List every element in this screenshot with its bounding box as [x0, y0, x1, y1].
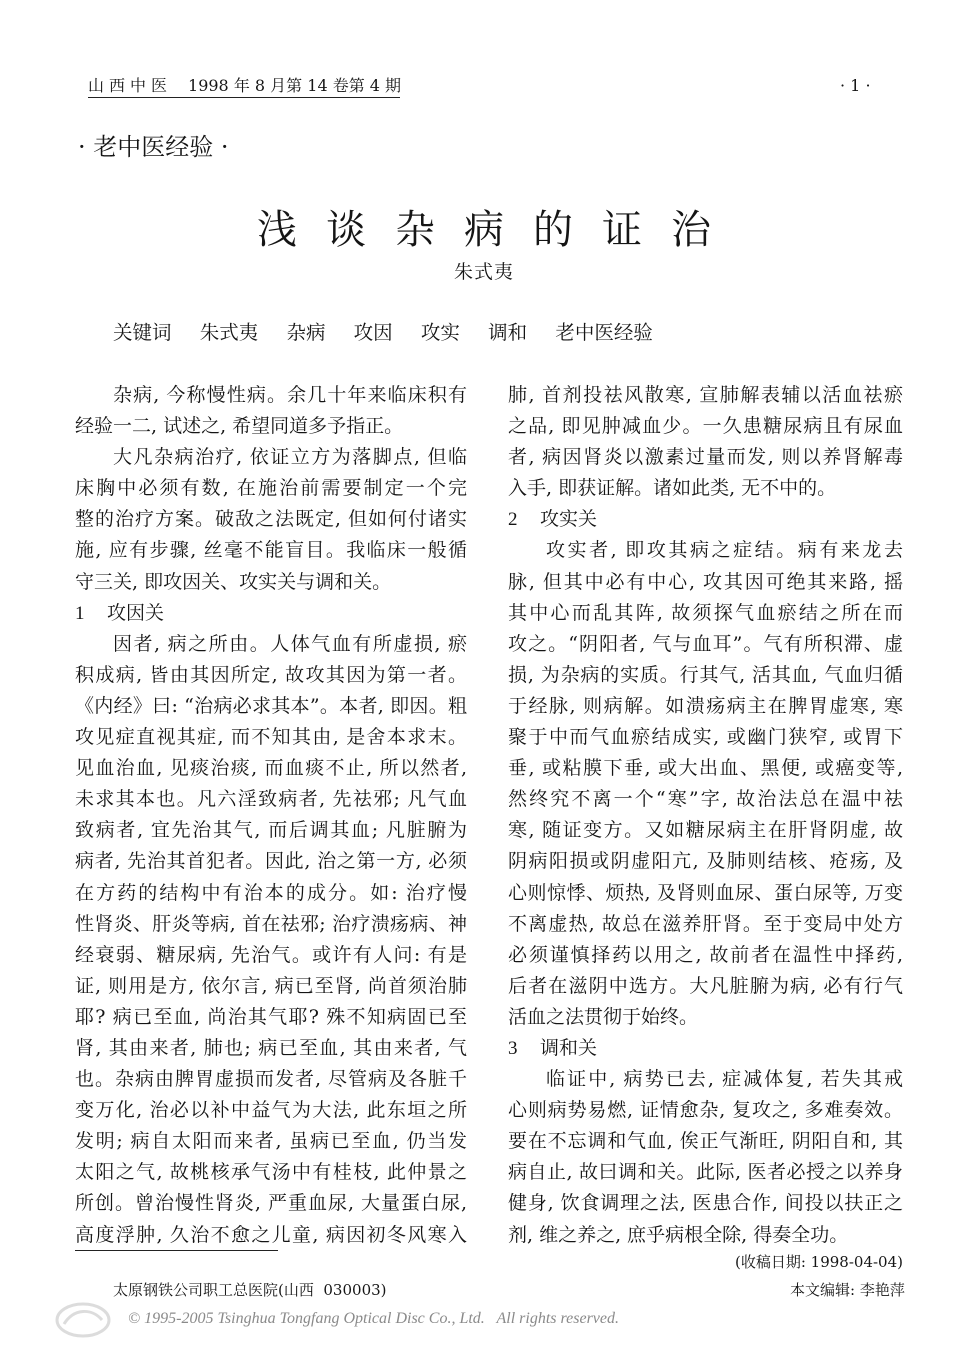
paragraph: [75, 442, 467, 597]
text-line: 者, 病因肾炎以激素过量而发, 则以养肾解毒: [508, 446, 903, 469]
section-label: · 老中医经验 ·: [78, 133, 229, 161]
text-line: 剂, 维之养之, 庶乎病根全除, 得奏全功。: [508, 1223, 849, 1246]
text-line: 施, 应有步骤, 丝毫不能盲目。我临床一般循: [75, 539, 467, 562]
keyword: 老中医经验: [555, 321, 653, 344]
text-line: 心则惊悸、烦热, 及肾则血尿、蛋白尿等, 万变: [508, 881, 903, 904]
text-line: 健身, 饮食调理之法, 医患合作, 间投以扶正之: [508, 1192, 903, 1215]
text-line: 见血治血, 见痰治痰, 而血痰不止, 所以然者,: [75, 757, 467, 780]
text-line: 攻实者, 即攻其病之症结。病有来龙去: [546, 539, 903, 562]
text-line: 脉, 但其中必有中心, 攻其因可绝其来路, 摇: [508, 570, 903, 593]
text-line: 高度浮肿, 久治不愈之儿童, 病因初冬风寒入: [75, 1223, 467, 1246]
article-title: 浅谈杂病的证治: [257, 207, 740, 253]
text-line: 《内经》曰: “治病必求其本”。本者, 即因。粗: [75, 694, 467, 717]
keywords-line: [113, 320, 675, 346]
text-line: 经衰弱、糖尿病, 先治气。或许有人问: 有是: [75, 943, 467, 966]
author-affiliation: 太原钢铁公司职工总医院(山西 030003): [113, 1281, 387, 1299]
body-column-right: [508, 380, 903, 1251]
text-line: 因者, 病之所由。人体气血有所虚损, 瘀: [113, 632, 467, 655]
keyword: 调和: [488, 321, 528, 344]
paragraph: [75, 380, 467, 442]
text-line: 在方药的结构中有治本的成分。如: 治疗慢: [75, 881, 467, 904]
text-line: 寒, 随证变方。又如糖尿病主在肝肾阴虚, 故: [508, 819, 903, 842]
copyright-notice: © 1995-2005 Tsinghua Tongfang Optical Disc Co., Ltd. All rights reserved.: [128, 1310, 620, 1327]
text-line: 床胸中必须有数, 在施治前需要制定一个完: [75, 477, 467, 500]
section-title: 攻因关: [107, 601, 165, 624]
text-line: 病者, 先治其首犯者。因此, 治之第一方, 必须: [75, 850, 467, 873]
paragraph: [75, 629, 467, 1251]
text-line: 攻见症直视其症, 而不知其由, 是舍本求末。: [75, 726, 467, 749]
text-line: 肺, 首剂投祛风散寒, 宣肺解表辅以活血祛瘀: [508, 384, 903, 406]
text-line: 病自止, 故曰调和关。此际, 医者必授之以养身: [508, 1161, 903, 1184]
running-header: [88, 76, 400, 98]
received-date: (收稿日期: 1998-04-04): [734, 1253, 903, 1271]
paragraph: [508, 1064, 903, 1251]
text-line: 临证中, 病势已去, 症减体复, 若失其戒: [546, 1068, 903, 1091]
text-line: 未求其本也。凡六淫致病者, 先祛邪; 凡气血: [75, 788, 467, 811]
paragraph: [508, 535, 903, 1033]
text-line: 守三关, 即攻因关、攻实关与调和关。: [75, 570, 392, 593]
cnki-watermark-logo: [52, 1298, 114, 1342]
text-line: 耶? 病已至血, 尚治其气耶? 殊不知病固已至: [75, 1005, 467, 1028]
text-line: 所创。曾治慢性肾炎, 严重血尿, 大量蛋白尿,: [75, 1192, 467, 1215]
text-line: 性肾炎、肝炎等病, 首在祛邪; 治疗溃疡病、神: [75, 912, 467, 935]
text-line: 然终究不离一个“寒”字, 故治法总在温中祛: [508, 788, 903, 811]
text-line: 太阳之气, 故桃核承气汤中有桂枝, 此仲景之: [75, 1161, 467, 1184]
text-line: 心则病势易燃, 证情愈杂, 复攻之, 多难奏效。: [508, 1099, 903, 1122]
text-line: 也。杂病由脾胃虚损而发者, 尽管病及各脏千: [75, 1068, 467, 1091]
paragraph: [508, 380, 903, 504]
text-line: 入手, 即获证解。诸如此类, 无不中的。: [508, 477, 837, 500]
editor-credit: 本文编辑: 李艳萍: [790, 1281, 905, 1299]
text-line: 聚于中而气血瘀结成实, 或幽门狭窄, 或胃下: [508, 726, 903, 749]
text-line: 之品, 即见肿减血少。一久患糖尿病且有尿血: [508, 415, 903, 438]
journal-name: 山西中医: [88, 76, 173, 95]
section-number: 3: [508, 1037, 518, 1059]
article-author: 朱式夷: [453, 261, 514, 283]
text-line: 于经脉, 则病解。如溃疡病主在脾胃虚寒, 寒: [508, 694, 903, 717]
text-line: 不离虚热, 故总在滋养肝肾。至于变局中处方: [508, 912, 903, 935]
text-line: 垂, 或粘膜下垂, 或大出血、黑便, 或癌变等,: [508, 757, 903, 780]
body-column-left: [75, 380, 467, 1251]
keywords-label: 关键词: [113, 321, 172, 344]
keyword: 攻实: [420, 321, 460, 344]
section-heading: [75, 598, 467, 629]
text-line: 积成病, 皆由其因所定, 故攻其因为第一者。: [75, 663, 467, 686]
text-line: 活血之法贯彻于始终。: [508, 1005, 699, 1028]
text-line: 整的治疗方案。破敌之法既定, 但如何付诸实: [75, 508, 467, 531]
text-line: 必须谨慎择药以用之, 故前者在温性中择药,: [508, 943, 903, 966]
keyword: 攻因: [353, 321, 393, 344]
section-heading: [508, 1033, 903, 1064]
text-line: 损, 为杂病的实质。行其气, 活其血, 气血归循: [508, 663, 903, 686]
page-number: · 1 ·: [840, 76, 871, 95]
text-line: 经验一二, 试述之, 希望同道多予指正。: [75, 415, 404, 438]
section-title: 调和关: [540, 1036, 598, 1059]
text-line: 证, 则用是方, 依尔言, 病已至肾, 尚首须治肺: [75, 974, 467, 997]
issue-info: 1998 年 8 月第 14 卷第 4 期: [188, 76, 402, 95]
section-number: 2: [508, 509, 518, 531]
keyword: 杂病: [286, 321, 326, 344]
text-line: 要在不忘调和气血, 俟正气渐旺, 阴阳自和, 其: [508, 1130, 903, 1153]
text-line: 杂病, 今称慢性病。余几十年来临床积有: [113, 384, 467, 406]
section-title: 攻实关: [540, 508, 598, 531]
text-line: 变万化, 治必以补中益气为大法, 此东垣之所: [75, 1099, 467, 1122]
footnote-divider: [75, 1250, 278, 1251]
text-line: 后者在滋阴中选方。大凡脏腑为病, 必有行气: [508, 974, 903, 997]
text-line: 发明; 病自太阳而来者, 虽病已至血, 仍当发: [75, 1130, 467, 1153]
text-line: 致病者, 宜先治其气, 而后调其血; 凡脏腑为: [75, 819, 467, 842]
text-line: 大凡杂病治疗, 依证立方为落脚点, 但临: [113, 446, 467, 469]
section-heading: [508, 504, 903, 535]
keyword: 朱式夷: [199, 321, 259, 344]
text-line: 攻之。“阴阳者, 气与血耳”。气有所积滞、虚: [508, 632, 903, 655]
text-line: 其中心而乱其阵, 故须探气血瘀结之所在而: [508, 601, 903, 624]
text-line: 阴病阳损或阴虚阳亢, 及肺则结核、疮疡, 及: [508, 850, 903, 873]
text-line: 肾, 其由来者, 肺也; 病已至血, 其由来者, 气: [75, 1036, 467, 1059]
section-number: 1: [75, 602, 85, 624]
